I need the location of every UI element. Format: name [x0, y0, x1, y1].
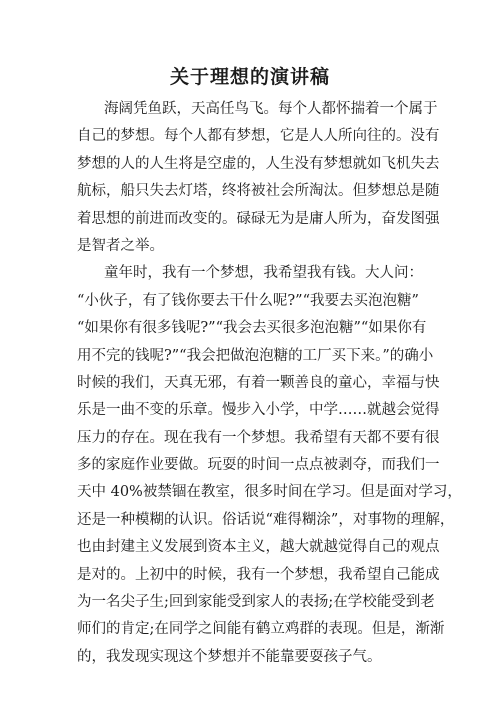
text-line: 着思想的前进而改变的。碌碌无为是庸人所为，奋发图强: [77, 210, 440, 227]
text-line: 压力的存在。现在我有一个梦想。我希望有天都不要有很: [77, 429, 440, 446]
text-line: 海阔凭鱼跃，天高任鸟飞。每个人都怀揣着一个属于: [104, 101, 438, 117]
text-line: 也由封建主义发展到资本主义，越大就越觉得自己的观点: [77, 539, 440, 556]
text-line: 的，我发现实现这个梦想并不能靠要耍孩子气。: [77, 648, 382, 665]
document-title: 关于理想的演讲稿: [169, 66, 330, 88]
text-line: 乐是一曲不变的乐章。慢步入小学，中学……就越会觉得: [77, 402, 440, 419]
text-line: 航标，船只失去灯塔，终将被社会所淘汰。但梦想总是随: [77, 183, 440, 200]
text-line: 天中 40%被禁锢在教室，很多时间在学习。但是面对学习，: [77, 484, 462, 501]
text-line: 还是一种模糊的认识。俗话说“难得糊涂”，对事物的理解，: [77, 511, 455, 528]
document-body: [77, 96, 462, 671]
text-line: 童年时，我有一个梦想，我希望我有钱。大人问：: [104, 265, 423, 282]
text-line: 时候的我们，天真无邪，有着一颗善良的童心，幸福与快: [77, 374, 440, 391]
text-line: 梦想的人的人生将是空虚的，人生没有梦想就如飞机失去: [77, 155, 440, 172]
text-line: 多的家庭作业要做。玩耍的时间一点点被剥夺，而我们一: [77, 457, 440, 474]
text-line: “如果你有很多钱呢?”“我会去买很多泡泡糖”“如果你有: [77, 320, 427, 337]
text-line: “小伙子，有了钱你要去干什么呢?”“我要去买泡泡糖”: [77, 292, 419, 309]
text-line: 自己的梦想。每个人都有梦想，它是人人所向往的。没有: [77, 128, 440, 145]
text-line: 用不完的钱呢?”“我会把做泡泡糖的工厂买下来。”的确小: [77, 347, 434, 364]
text-line: 为一名尖子生;回到家能受到家人的表扬;在学校能受到老: [77, 594, 435, 611]
text-line: 是对的。上初中的时候，我有一个梦想，我希望自己能成: [77, 566, 440, 583]
text-line: 是智者之举。: [77, 237, 164, 254]
text-line: 师们的肯定;在同学之间能有鹤立鸡群的表现。但是，渐渐: [77, 621, 445, 638]
